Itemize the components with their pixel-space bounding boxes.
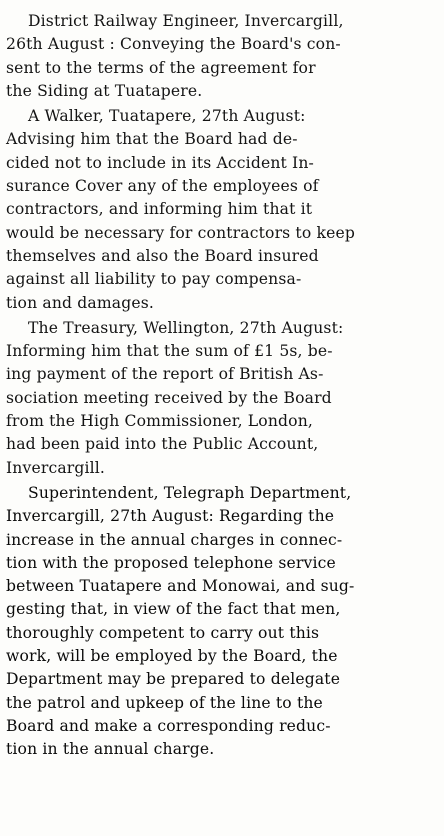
text-line: against all liability to pay compensa- xyxy=(6,270,302,289)
text-line: The Treasury, Wellington, 27th August: xyxy=(28,318,344,337)
text-line: sent to the terms of the agreement for xyxy=(6,58,316,77)
text-line: District Railway Engineer, Invercargill, xyxy=(28,12,344,30)
text-line: Board and make a corresponding reduc- xyxy=(6,716,331,735)
text-line: Superintendent, Telegraph Department, xyxy=(28,483,352,502)
text-line: themselves and also the Board insured xyxy=(6,246,319,265)
text-line: 26th August : Conveying the Board's con- xyxy=(6,35,341,54)
text-line: surance Cover any of the employees of xyxy=(6,177,319,196)
text-line: would be necessary for contractors to keep xyxy=(6,223,355,242)
text-line: increase in the annual charges in connec- xyxy=(6,530,343,549)
text-line: tion in the annual charge. xyxy=(6,740,215,759)
text-line: cided not to include in its Accident In- xyxy=(6,153,314,172)
text-line: Informing him that the sum of £1 5s, be- xyxy=(6,342,333,361)
paragraph-railway-engineer xyxy=(6,10,438,103)
article-column xyxy=(6,10,438,764)
text-line: had been paid into the Public Account, xyxy=(6,435,319,454)
text-line: from the High Commissioner, London, xyxy=(6,412,314,431)
text-line: Invercargill. xyxy=(6,458,106,477)
paragraph-treasury xyxy=(6,317,438,480)
paragraph-walker xyxy=(6,105,438,315)
text-line: sociation meeting received by the Board xyxy=(6,388,332,407)
text-line: thoroughly competent to carry out this xyxy=(6,623,320,642)
text-line: A Walker, Tuatapere, 27th August: xyxy=(28,107,306,126)
text-line: ing payment of the report of British As- xyxy=(6,365,324,384)
text-line: Invercargill, 27th August: Regarding the xyxy=(6,507,335,526)
text-line: contractors, and informing him that it xyxy=(6,200,313,219)
text-line: Advising him that the Board had de- xyxy=(6,130,298,149)
text-line: tion with the proposed telephone service xyxy=(6,553,336,572)
paragraph-telegraph-department xyxy=(6,482,438,762)
text-line: gesting that, in view of the fact that men, xyxy=(6,600,341,619)
text-line: Department may be prepared to delegate xyxy=(6,670,341,689)
text-line: between Tuatapere and Monowai, and sug- xyxy=(6,577,355,596)
text-line: the Siding at Tuatapere. xyxy=(6,81,203,100)
text-line: tion and damages. xyxy=(6,293,155,312)
text-line: the patrol and upkeep of the line to the xyxy=(6,693,323,712)
text-line: work, will be employed by the Board, the xyxy=(6,647,338,666)
